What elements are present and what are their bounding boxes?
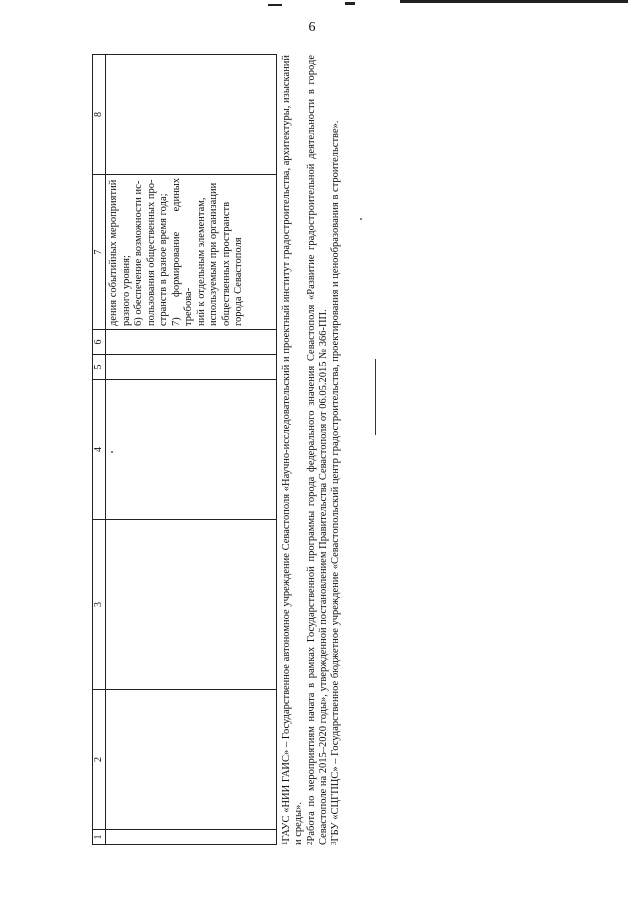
scan-speck [268,4,282,6]
measures-line: ний к отдельным элементам, [195,197,207,326]
table-cell-6 [106,330,277,355]
footnote-marker: 3 [330,841,339,845]
column-number: 3 [93,520,106,690]
measures-line: общественных пространств [220,201,232,326]
footnote [330,55,342,845]
separator-line [375,359,376,435]
footnote-marker: 2 [305,841,314,845]
footnote-text: ГБУ «СЦГПЦС» – Государственное бюджетное учреждение «Севастопольский центр градостроительства, проектирования и ценообразования в строительстве». [330,120,342,842]
footnote [306,55,331,845]
table-cell-4 [106,380,277,520]
table-cell-1 [106,830,277,845]
footnote [281,55,306,845]
column-number: 5 [93,355,106,380]
column-number: 8 [93,55,106,175]
measures-line: 6) обеспечение возможности ис- [133,180,144,326]
page-number: 6 [308,20,316,35]
scan-speck [360,218,362,220]
column-number: 2 [93,690,106,830]
measures-line: города Севастополя [233,237,244,326]
footnote-text: Работа по мероприятиям начата в рамках Государственной программы города федерального значения Севастополя «Развитие градостроительной деятельности в городе Севастополе на 2015–2020 годы», утвержденной постановлением Правительства Севастополя от 06.05.2015 № 366-ПП. [305,55,329,845]
measures-line: странств в разное время года; [158,193,169,326]
scan-speck [345,2,355,5]
scan-edge-mark [400,0,628,3]
table-cell-8 [106,55,277,175]
table-row [106,55,277,845]
footnotes [281,55,342,845]
scan-speck [111,451,113,453]
footnote-text: ГАУС «НИИ ГАИС» – Государственное автономное учреждение Севастополя «Научно-исследовательский и проектный институт градостроительства, архитектуры, изысканий и среды». [281,55,305,845]
measures-line: пользования общественных про- [145,179,157,326]
column-number: 1 [93,830,106,845]
document-table [92,54,277,845]
table-cell-7 [106,175,277,330]
measures-line: дения событийных мероприятий [108,179,119,326]
measures-line: 7) формирование единых требова- [170,178,194,326]
rotated-content [92,55,387,845]
column-number: 4 [93,380,106,520]
table-cell-5 [106,355,277,380]
column-number: 7 [93,175,106,330]
table-cell-2 [106,690,277,830]
measures-line: используемым при организации [208,182,219,326]
measures-line: разного уровня; [120,255,132,326]
column-number-row [93,55,106,845]
measures-text [106,175,248,329]
column-number: 6 [93,330,106,355]
table-cell-3 [106,520,277,690]
footnote-marker: 1 [281,841,289,845]
